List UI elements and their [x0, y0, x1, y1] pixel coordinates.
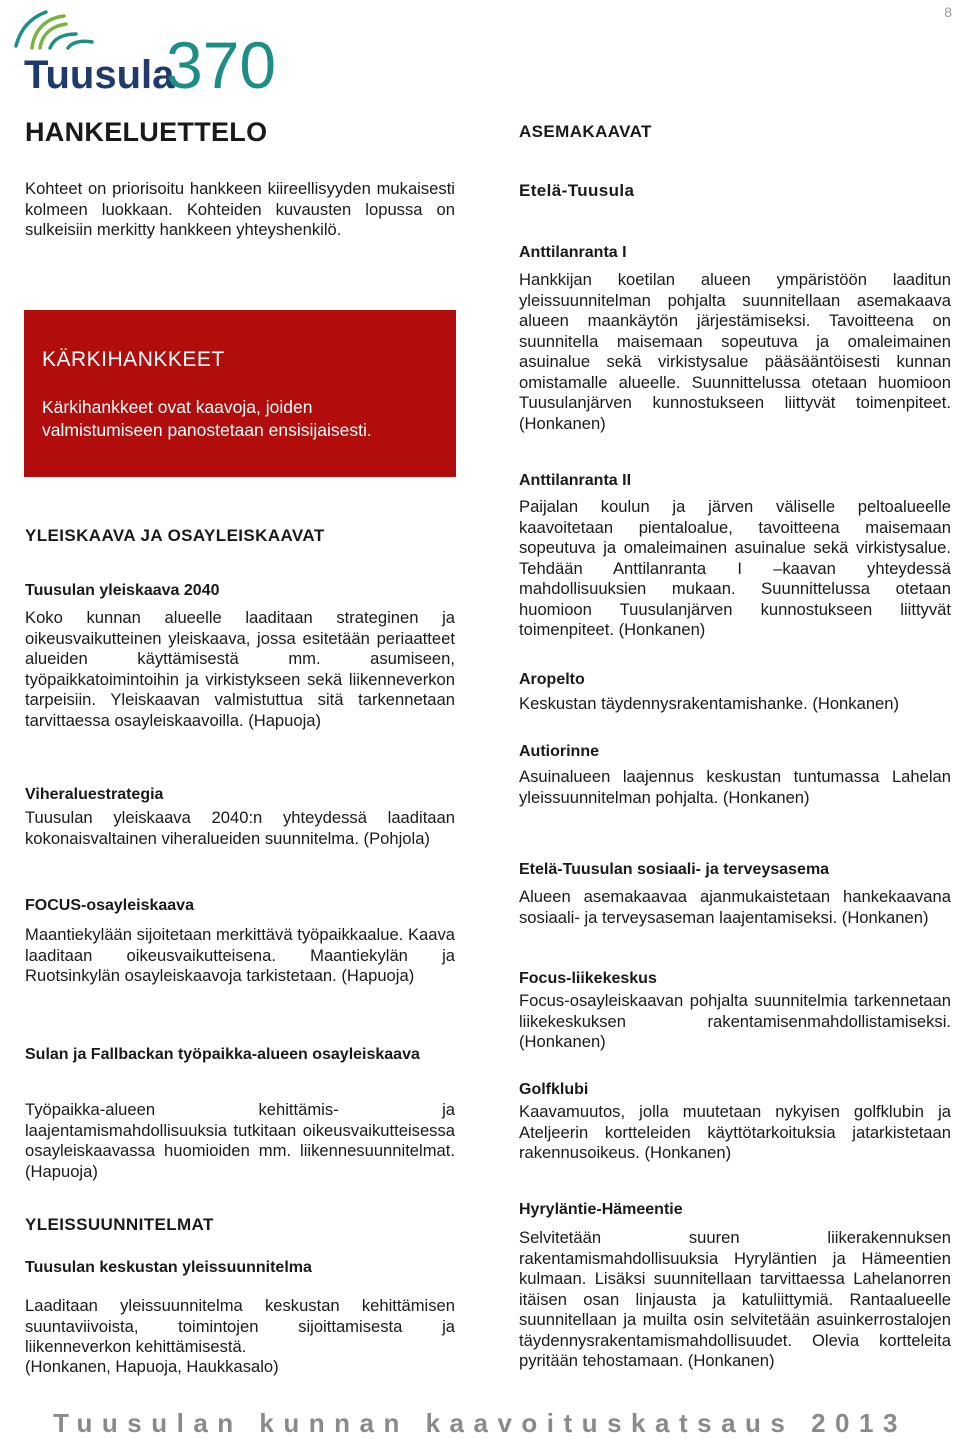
item-text: Hankkijan koetilan alueen ympäristöön laaditun yleissuunnitelman pohjalta suunnitellaan asemakaava alueen maankäytön järjestämiseksi. Tavoitteena on suunnitella maisemaan sopeutuva ja omaleimainen asuinalue sekä virkistysalue pääsääntöisesti kunnan omistamalle alueelle. Suunnittelussa otetaan huomioon Tuusulanjärven kunnostukseen liittyvät toimenpiteet. (Honkanen) [519, 270, 951, 433]
asemakaavat-heading: ASEMAKAAVAT [519, 122, 652, 141]
logo-number: 370 [166, 28, 277, 94]
footer-title: Tuusulan kunnan kaavoituskatsaus 2013 [53, 1408, 907, 1438]
item-text: Kaavamuutos, jolla muutetaan nykyisen golfklubin ja Ateljeerin kortteleiden käyttötarkoituksia jatarkistetaan rakennusoikeus. (Honkanen) [519, 1102, 951, 1162]
item-title: Etelä-Tuusulan sosiaali- ja terveysasema [519, 861, 830, 878]
karkihankkeet-text: Kärkihankkeet ovat kaavoja, joiden valmistumiseen panostetaan ensisijaisesti. [42, 397, 372, 440]
page-title: HANKELUETTELO [25, 117, 268, 147]
item-text: Laaditaan yleissuunnitelma keskustan kehittämisen suuntaviivoista, toimintojen sijoittamisesta ja liikenneverkon kehittämisestä. [25, 1296, 455, 1356]
item-title: Anttilanranta I [519, 244, 627, 261]
item-title: Golfklubi [519, 1081, 589, 1098]
item-title: Tuusulan keskustan yleissuunnitelma [25, 1259, 312, 1276]
item-title: Focus-liikekeskus [519, 970, 657, 987]
item-text: Keskustan täydennysrakentamishanke. (Honkanen) [519, 694, 900, 713]
logo-name: Tuusula [24, 53, 175, 94]
karkihankkeet-title: KÄRKIHANKKEET [42, 348, 225, 371]
item-text: Työpaikka-alueen kehittämis- ja laajentamismahdollisuuksia tutkitaan oikeusvaikutteisessa osayleiskaavassa huomioiden mm. liikennesuunnitelmat. (Hapuoja) [25, 1100, 455, 1181]
karkihankkeet-box [24, 310, 456, 477]
item-text: Paijalan koulun ja järven väliselle peltoalueelle kaavoitetaan pientaloalue, tavoitteena maisemaan sopeutuva ja omaleimainen asuinalue sekä virkistysalue. Tehdään Anttilanranta I –kaavan yhteydessä mahdollisuuksien mukaan. Suunnittelussa otetaan huomioon Tuusulanjärven kunnostukseen liittyvät toimenpiteet. (Honkanen) [519, 497, 951, 639]
item-text: Asuinalueen laajennus keskustan tuntumassa Lahelan yleissuunnitelman pohjalta. (Honkanen) [519, 767, 951, 807]
item-title: Aropelto [519, 671, 585, 688]
yleiskaava-heading: YLEISKAAVA JA OSAYLEISKAAVAT [25, 526, 325, 545]
item-title: Tuusulan yleiskaava 2040 [25, 582, 220, 599]
yleissuunnitelmat-heading: YLEISSUUNNITELMAT [25, 1215, 214, 1234]
logo-graphic [6, 4, 306, 94]
item-contact: (Honkanen, Hapuoja, Haukkasalo) [25, 1357, 279, 1376]
region-heading: Etelä-Tuusula [519, 181, 635, 200]
item-title: Sulan ja Fallbackan työpaikka-alueen osayleiskaava [25, 1046, 420, 1063]
item-title: Hyryläntie-Hämeentie [519, 1201, 683, 1218]
item-text: Focus-osayleiskaavan pohjalta suunnitelmia tarkennetaan liikekeskuksen rakentamisenmahdollistamiseksi. (Honkanen) [519, 991, 951, 1051]
item-text: Tuusulan yleiskaava 2040:n yhteydessä laaditaan kokonaisvaltainen viheralueiden suunnitelma. (Pohjola) [25, 808, 455, 848]
item-text: Koko kunnan alueelle laaditaan strateginen ja oikeusvaikutteinen yleiskaava, jossa esitetään periaatteet alueiden käyttämisestä mm. asumiseen, työpaikkatoimintoihin ja virkistykseen sekä liikenneverkon tarpeisiin. Yleiskaavan valmistuttua sitä tarkennetaan tarvittaessa osayleiskaavoilla. (Hapuoja) [25, 608, 455, 730]
page-number: 8 [944, 4, 952, 20]
item-title: Viheraluestrategia [25, 786, 164, 803]
item-title: Autiorinne [519, 743, 599, 760]
item-text: Selvitetään suuren liikerakennuksen rakentamismahdollisuuksia Hyryläntien ja Hämeentien kulmaan. Lisäksi suunnitellaan tarvittaessa Lahelanorren itäisen osan linjausta ja katuliittymiä. Rantaalueelle suunnitellaan ja muilta osin selvitetään asuinkerrostalojen täydennysrakentamismahdollisuudet. Olevia kortteleita pyritään tehostamaan. (Honkanen) [519, 1228, 951, 1370]
item-title: Anttilanranta II [519, 472, 632, 489]
tuusula-370-logo [6, 4, 306, 94]
item-text: Maantiekylään sijoitetaan merkittävä työpaikkaalue. Kaava laaditaan oikeusvaikutteisena. Maantiekylän ja Ruotsinkylän osayleiskaavoja tarkistetaan. (Hapuoja) [25, 925, 455, 985]
intro-text: Kohteet on priorisoitu hankkeen kiireellisyyden mukaisesti kolmeen luokkaan. Kohteiden kuvausten lopussa on sulkeisiin merkitty hankkeen yhteyshenkilö. [25, 179, 455, 239]
item-title: FOCUS-osayleiskaava [25, 897, 194, 914]
item-text: Alueen asemakaavaa ajanmukaistetaan hankekaavana sosiaali- ja terveysaseman laajentamiseksi. (Honkanen) [519, 887, 951, 927]
